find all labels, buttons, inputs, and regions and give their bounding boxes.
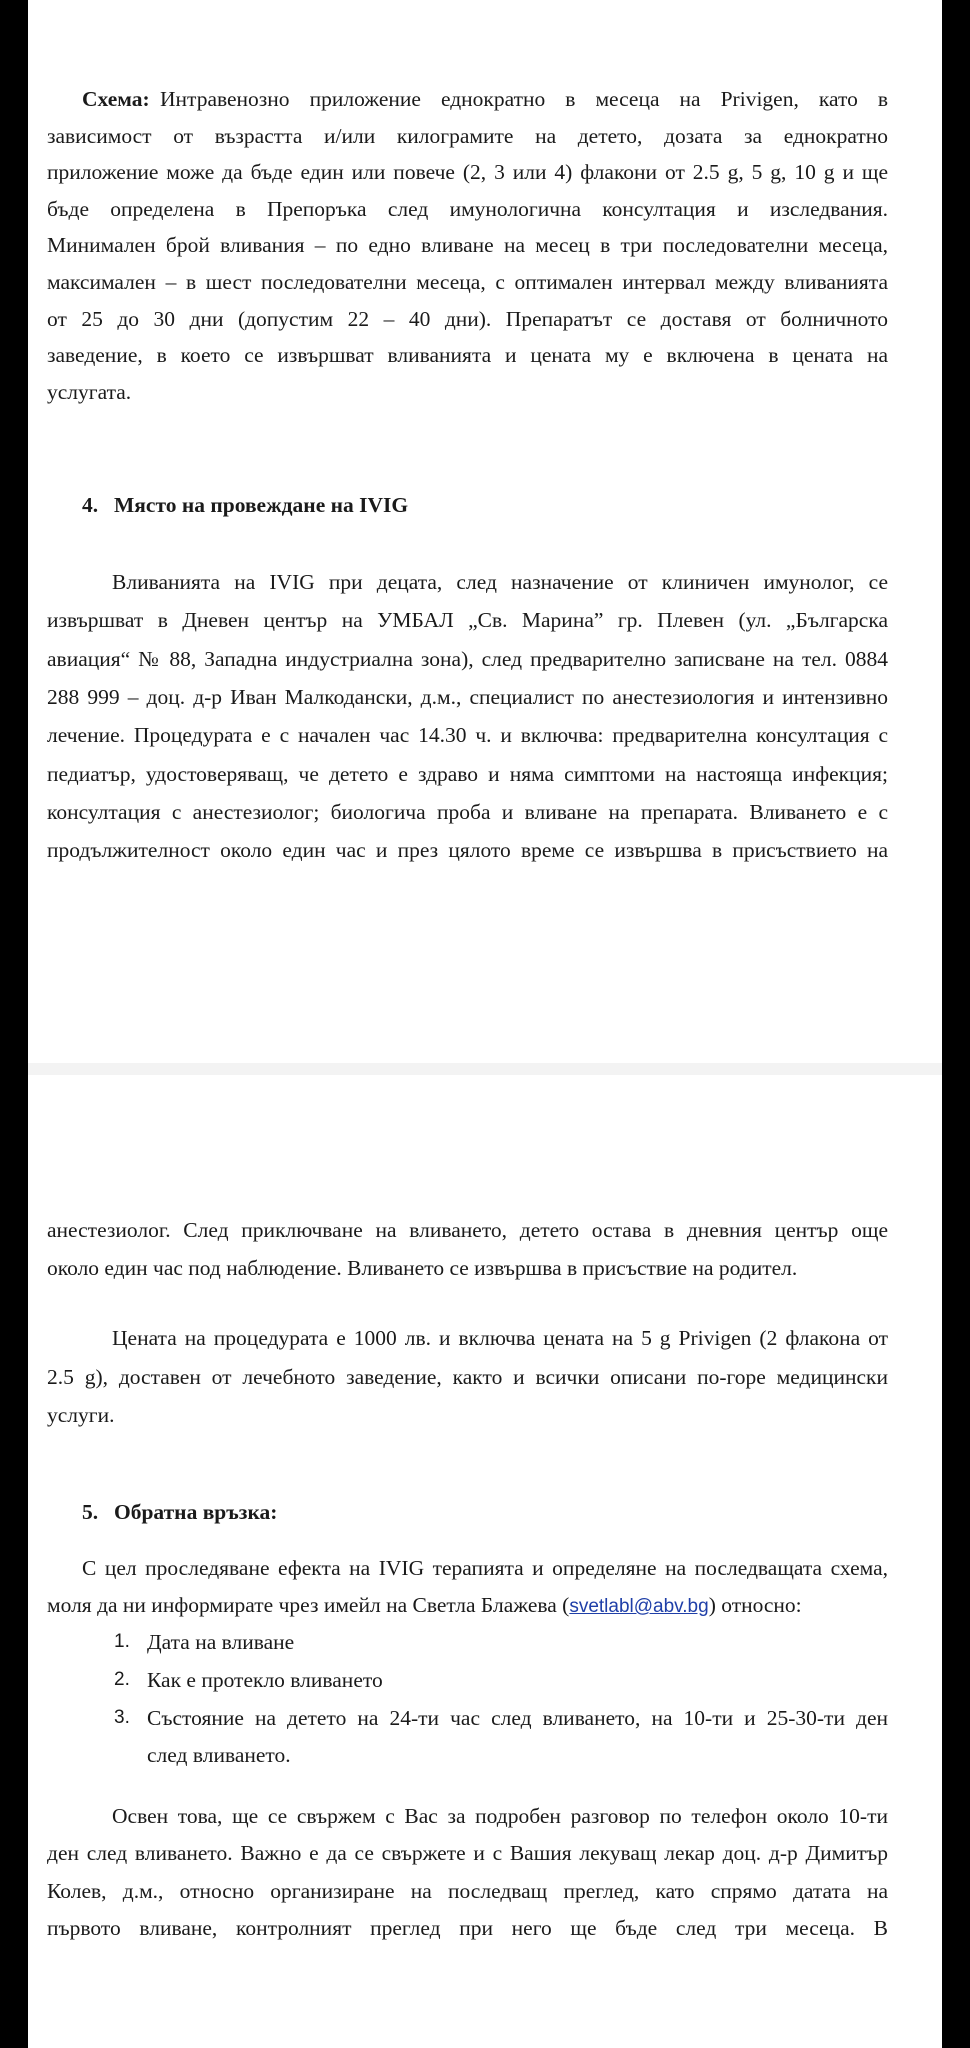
- closing-line: първото вливане, контролният преглед при него ще бъде след три месеца. В: [47, 1916, 888, 1941]
- section-4-number: 4.: [82, 493, 99, 517]
- list-item-continuation: след вливането.: [147, 1743, 291, 1767]
- price-line: Цената на процедурата е 1000 лв. и включва цената на 5 g Privigen (2 флакона от: [112, 1326, 888, 1350]
- paragraph-line: извършват в Дневен център на УМБАЛ „Св. Марина” гр. Плевен (ул. „Българска: [47, 608, 888, 633]
- closing-line: Освен това, ще се свържем с Вас за подробен разговор по телефон около 10-ти: [112, 1804, 888, 1828]
- scheme-line: максимален – в шест последователни месеца, с оптимален интервал между вливанията: [47, 270, 888, 294]
- paragraph-line: продължителност около един час и през цялото време се извършва в присъствието на: [47, 838, 888, 863]
- scheme-line: Минимален брой вливания – по едно вливане на месец в три последователни месеца,: [47, 233, 888, 258]
- paragraph-line: педиатър, удостоверяващ, че детето е здраво и няма симптоми на настояща инфекция;: [47, 761, 888, 786]
- price-line: 2.5 g), доставен от лечебното заведение, както и всички описани по-горе медицински: [47, 1365, 888, 1389]
- scheme-line: Интравенозно приложение еднократно в месеца на Privigen, като в: [160, 87, 888, 111]
- list-item-number: 3.: [114, 1707, 130, 1728]
- closing-line: Колев, д.м., относно организиране на последващ преглед, като спрямо датата на: [47, 1878, 888, 1903]
- scheme-line: зависимост от възрастта и/или килограмите на детето, дозата за еднократно: [47, 123, 888, 148]
- feedback-text: ) относно:: [708, 1593, 802, 1617]
- price-line: услуги.: [47, 1403, 115, 1427]
- list-item: Как е протекло вливането: [147, 1668, 383, 1692]
- closing-line: ден след вливането. Важно е да се свържете и с Вашия лекуващ лекар доц. д-р Димитър: [47, 1841, 888, 1866]
- paragraph-line: 288 999 – доц. д-р Иван Малкодански, д.м., специалист по анестезиология и интензивно: [47, 684, 888, 709]
- scheme-line: от 25 до 30 дни (допустим 22 – 40 дни). Препаратът се доставя от болничното: [47, 306, 888, 331]
- scheme-line: услугата.: [47, 379, 132, 404]
- section-4-title: Място на провеждане на IVIG: [114, 493, 409, 517]
- list-item: Състояние на детето на 24-ти час след вливането, на 10-ти и 25-30-ти ден: [147, 1706, 888, 1730]
- feedback-line: [47, 1587, 802, 1623]
- scheme-line: приложение може да бъде един или повече (2, 3 или 4) флакони от 2.5 g, 5 g, 10 g и ще: [47, 160, 888, 185]
- feedback-line: С цел проследяване ефекта на IVIG терапията и определяне на последващата схема,: [82, 1556, 888, 1580]
- paragraph-line: лечение. Процедурата е с начален час 14.30 ч. и включва: предварителна консултация с: [47, 723, 888, 748]
- paragraph-line: Вливанията на IVIG при децата, след назначение от клиничен имунолог, се: [112, 570, 888, 594]
- paragraph-line: авиация“ № 88, Западна индустриална зона), след предварително записване на тел. 0884: [47, 646, 888, 671]
- paragraph-line: консултация с анестезиолог; биологича проба и вливане на препарата. Вливането е с: [47, 799, 888, 824]
- list-item: Дата на вливане: [147, 1630, 295, 1654]
- section-5-title: Обратна връзка:: [114, 1500, 278, 1524]
- email-link[interactable]: svetlabl@abv.bg: [569, 1596, 709, 1617]
- paragraph-line: около един час под наблюдение. Вливането се извършва в присъствие на родител.: [47, 1256, 798, 1280]
- paragraph-line: анестезиолог. След приключване на вливането, детето остава в дневния център още: [47, 1218, 888, 1242]
- scheme-line: бъде определена в Препоръка след имунологична консултация и изследвания.: [47, 196, 888, 221]
- scheme-line: заведение, в което се извършват вливанията и цената му е включена в цената на: [47, 343, 888, 368]
- page-break: [28, 1063, 942, 1075]
- list-item-number: 2.: [114, 1669, 130, 1690]
- list-item-number: 1.: [114, 1631, 130, 1652]
- section-5-number: 5.: [82, 1500, 99, 1524]
- feedback-text: моля да ни информирате чрез имейл на Светла Блажева (: [47, 1593, 570, 1617]
- scheme-label: Схема:: [82, 87, 150, 111]
